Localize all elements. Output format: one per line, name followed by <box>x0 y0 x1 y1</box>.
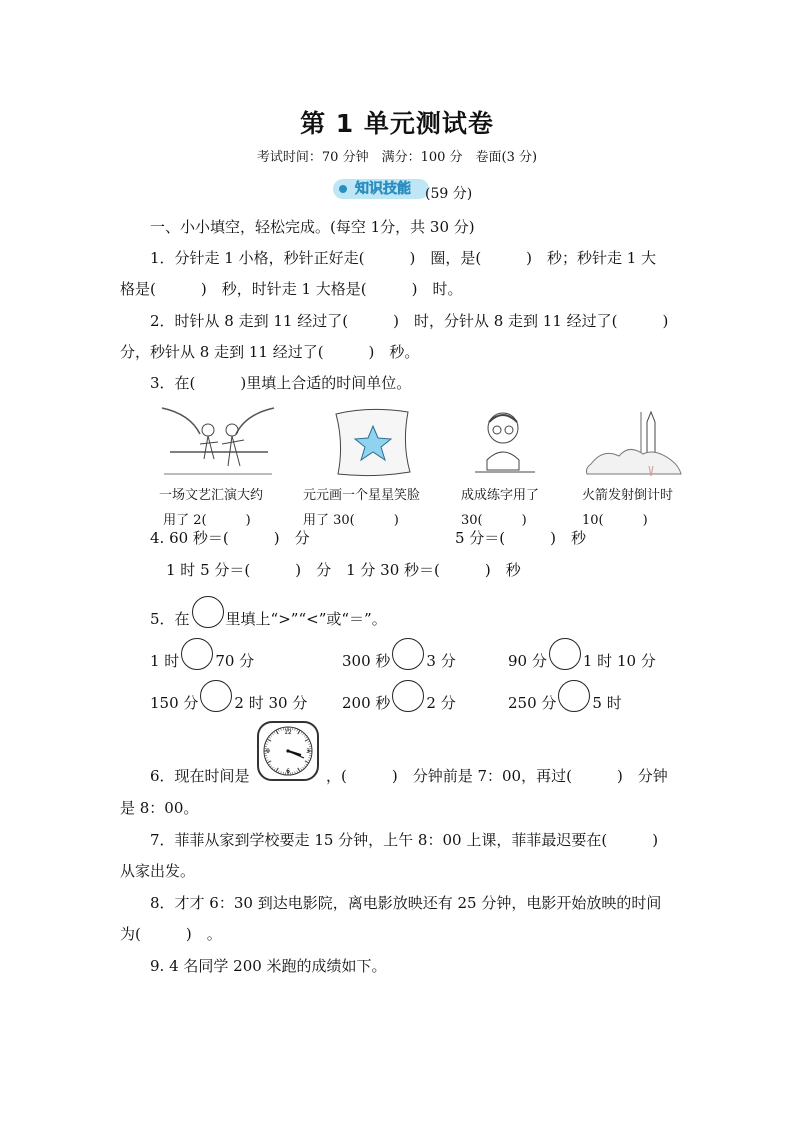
q6-intro: 6．现在时间是 <box>150 767 250 785</box>
answer-circle[interactable] <box>558 680 590 712</box>
boy-writing-illustration <box>475 404 535 480</box>
q5-r1c-left: 90 分 <box>508 652 547 670</box>
q5-intro-a: 5．在 <box>150 610 190 628</box>
q6-rest: ，( ) 分钟前是 7：00，再过( ) 分钟 <box>326 767 668 785</box>
answer-circle[interactable] <box>549 638 581 670</box>
caption-3-line1: 成成练字用了 <box>461 488 540 503</box>
q5-row1-c <box>508 646 656 678</box>
part1-heading: 一、小小填空，轻松完成。(每空 1分，共 30 分) <box>150 218 475 236</box>
q5-r2b-left: 200 秒 <box>342 694 391 712</box>
badge-dot-icon <box>339 185 347 193</box>
q5-r2c-right: 5 时 <box>592 694 622 712</box>
q7-line2: 从家出发。 <box>120 862 196 880</box>
q9-prompt: 9. 4 名同学 200 米跑的成绩如下。 <box>150 957 387 975</box>
q5-r1b-right: 3 分 <box>426 652 456 670</box>
q5-r2a-right: 2 时 30 分 <box>234 694 308 712</box>
q5-r1a-left: 1 时 <box>150 652 180 670</box>
q5-row2-c <box>508 688 622 720</box>
page-title: 第 1 单元测试卷 <box>300 109 494 138</box>
q5-r1a-right: 70 分 <box>215 652 255 670</box>
caption-3-line2: 30( ) <box>461 513 527 528</box>
q5-r1b-left: 300 秒 <box>342 652 391 670</box>
caption-4-line2: 10( ) <box>582 513 648 528</box>
q4-part-b: 5 分＝( ) 秒 <box>455 529 587 547</box>
caption-2-line1: 元元画一个星星笑脸 <box>303 488 421 503</box>
caption-2-line2: 用了 30( ) <box>303 513 399 528</box>
caption-1-line1: 一场文艺汇演大约 <box>159 488 264 503</box>
q5-prompt <box>150 604 387 636</box>
answer-circle[interactable] <box>392 638 424 670</box>
svg-text:6: 6 <box>286 768 290 775</box>
q4-part-c: 1 时 5 分＝( ) 分 1 分 30 秒＝( ) 秒 <box>166 561 521 579</box>
performance-illustration <box>160 404 276 480</box>
q8-line1: 8．才才 6：30 到达电影院，离电影放映还有 25 分钟，电影开始放映的时间 <box>150 894 662 912</box>
compare-circle-icon <box>192 596 224 628</box>
exam-info: 考试时间：70 分钟 满分：100 分 卷面(3 分) <box>256 150 538 165</box>
section-score: (59 分) <box>425 186 473 202</box>
q2-line1: 2．时针从 8 走到 11 经过了( ) 时，分针从 8 走到 11 经过了( ) <box>150 312 669 330</box>
rocket-launch-illustration <box>583 404 683 480</box>
star-drawing-illustration <box>330 404 416 480</box>
section-badge-label: 知识技能 <box>355 181 411 197</box>
q7-line1: 7．菲菲从家到学校要走 15 分钟，上午 8：00 上课，菲菲最迟要在( ) <box>150 831 659 849</box>
svg-text:3: 3 <box>306 748 310 755</box>
svg-text:12: 12 <box>284 729 292 736</box>
section-badge <box>333 179 429 199</box>
q1-line1: 1．分针走 1 小格，秒针正好走( ) 圈，是( ) 秒；秒针走 1 大 <box>150 249 657 267</box>
caption-4-line1: 火箭发射倒计时 <box>582 488 674 503</box>
q5-r2c-left: 250 分 <box>508 694 557 712</box>
q5-row2-a <box>150 688 307 720</box>
answer-circle[interactable] <box>181 638 213 670</box>
q4-part-a: 4. 60 秒＝( ) 分 <box>150 529 310 547</box>
q1-line2: 格是( ) 秒，时针走 1 大格是( ) 时。 <box>120 280 463 298</box>
q5-intro-b: 里填上“>”“<”或“＝”。 <box>225 610 387 628</box>
svg-text:9: 9 <box>266 748 270 755</box>
q6-line2: 是 8：00。 <box>120 799 199 817</box>
q5-r2b-right: 2 分 <box>426 694 456 712</box>
q5-row2-b <box>342 688 456 720</box>
q5-row1-b <box>342 646 456 678</box>
q3-prompt: 3．在( )里填上合适的时间单位。 <box>150 374 412 392</box>
q2-line2: 分，秒针从 8 走到 11 经过了( ) 秒。 <box>120 343 420 361</box>
answer-circle[interactable] <box>392 680 424 712</box>
q5-r1c-right: 1 时 10 分 <box>582 652 656 670</box>
q5-r2a-left: 150 分 <box>150 694 199 712</box>
clock-icon <box>256 720 320 782</box>
q5-row1-a <box>150 646 254 678</box>
q8-line2: 为( ) 。 <box>120 925 222 943</box>
answer-circle[interactable] <box>200 680 232 712</box>
caption-1-line2: 用了 2( ) <box>159 513 251 528</box>
